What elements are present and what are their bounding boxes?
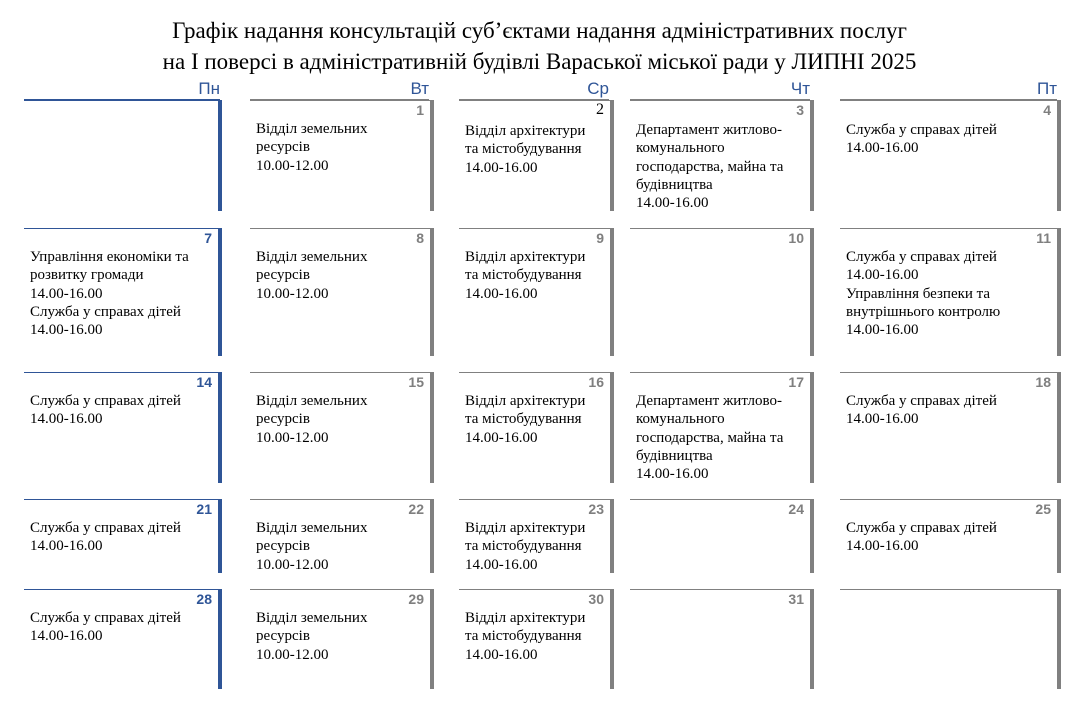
day-schedule: Відділ архітектури та містобудування 14.00-16.00 xyxy=(465,123,586,176)
day-number: 29 xyxy=(408,591,424,607)
page-title-line-2: на І поверсі в адміністративній будівлі Вараської міської ради у ЛИПНІ 2025 xyxy=(162,49,917,74)
day-number: 24 xyxy=(788,501,804,517)
day-schedule: Відділ архітектури та містобудування 14.00-16.00 xyxy=(465,393,586,446)
day-number: 17 xyxy=(788,374,804,390)
calendar-day-cell xyxy=(459,100,614,211)
calendar-day-cell xyxy=(459,589,614,689)
day-schedule: Відділ архітектури та містобудування 14.00-16.00 xyxy=(465,249,586,302)
day-number: 2 xyxy=(596,101,604,118)
calendar-day-cell xyxy=(24,228,222,356)
day-schedule: Служба у справах дітей 14.00-16.00 Управління безпеки та внутрішнього контролю 14.00-16.00 xyxy=(846,249,1001,339)
calendar-day-cell xyxy=(459,372,614,483)
day-schedule: Управління економіки та розвитку громади 14.00-16.00 Служба у справах дітей 14.00-16.00 xyxy=(30,249,189,339)
calendar-day-cell xyxy=(250,499,434,573)
calendar-day-cell xyxy=(630,499,814,573)
day-schedule: Відділ архітектури та містобудування 14.00-16.00 xyxy=(465,520,586,573)
day-schedule: Департамент житлово- комунального господарства, майна та будівництва 14.00-16.00 xyxy=(636,122,784,212)
calendar-day-cell xyxy=(840,499,1061,573)
day-schedule: Відділ архітектури та містобудування 14.00-16.00 xyxy=(465,610,586,663)
calendar-day-cell xyxy=(24,372,222,483)
day-number: 7 xyxy=(204,230,212,246)
day-number: 9 xyxy=(596,230,604,246)
day-number: 11 xyxy=(1036,230,1051,246)
day-schedule: Служба у справах дітей 14.00-16.00 xyxy=(846,122,997,157)
calendar-day-cell xyxy=(840,100,1061,211)
day-number: 16 xyxy=(588,374,604,390)
day-schedule: Відділ земельних ресурсів 10.00-12.00 xyxy=(256,121,368,174)
calendar-day-cell xyxy=(24,589,222,689)
day-number: 10 xyxy=(788,230,804,246)
day-schedule: Департамент житлово- комунального господарства, майна та будівництва 14.00-16.00 xyxy=(636,393,784,483)
weekday-header-tue: Вт xyxy=(250,79,429,100)
calendar-day-cell xyxy=(840,228,1061,356)
day-number: 23 xyxy=(588,501,604,517)
day-number: 8 xyxy=(416,230,424,246)
weekday-header-wed: Ср xyxy=(459,79,609,100)
day-number: 4 xyxy=(1043,102,1051,118)
day-schedule: Відділ земельних ресурсів 10.00-12.00 xyxy=(256,610,368,663)
calendar-day-cell xyxy=(630,100,814,211)
calendar-day-cell xyxy=(24,100,222,211)
day-schedule: Служба у справах дітей 14.00-16.00 xyxy=(30,520,181,555)
day-number: 18 xyxy=(1035,374,1051,390)
day-schedule: Служба у справах дітей 14.00-16.00 xyxy=(30,610,181,645)
page-title-line-1: Графік надання консультацій суб’єктами надання адміністративних послуг xyxy=(172,18,907,43)
calendar-day-cell xyxy=(250,228,434,356)
weekday-header-fri: Пт xyxy=(840,79,1057,100)
day-number: 30 xyxy=(588,591,604,607)
calendar-day-cell xyxy=(459,228,614,356)
calendar-day-cell xyxy=(250,589,434,689)
day-number: 14 xyxy=(196,374,212,390)
day-number: 3 xyxy=(796,102,804,118)
calendar-day-cell xyxy=(630,228,814,356)
day-number: 22 xyxy=(408,501,424,517)
calendar-day-cell xyxy=(250,100,434,211)
day-schedule: Служба у справах дітей 14.00-16.00 xyxy=(30,393,181,428)
day-schedule: Відділ земельних ресурсів 10.00-12.00 xyxy=(256,520,368,573)
day-number: 15 xyxy=(408,374,424,390)
calendar-day-cell xyxy=(840,372,1061,483)
day-schedule: Відділ земельних ресурсів 10.00-12.00 xyxy=(256,249,368,302)
weekday-header-mon: Пн xyxy=(24,79,220,100)
day-number: 25 xyxy=(1035,501,1051,517)
calendar-day-cell xyxy=(630,372,814,483)
calendar-day-cell xyxy=(459,499,614,573)
calendar-day-cell xyxy=(250,372,434,483)
day-schedule: Відділ земельних ресурсів 10.00-12.00 xyxy=(256,393,368,446)
weekday-header-thu: Чт xyxy=(630,79,810,100)
calendar-day-cell xyxy=(24,499,222,573)
day-schedule: Служба у справах дітей 14.00-16.00 xyxy=(846,520,997,555)
day-number: 31 xyxy=(788,591,804,607)
day-number: 28 xyxy=(196,591,212,607)
day-number: 21 xyxy=(196,501,212,517)
day-schedule: Служба у справах дітей 14.00-16.00 xyxy=(846,393,997,428)
day-number: 1 xyxy=(416,102,424,118)
calendar-day-cell xyxy=(840,589,1061,689)
calendar-day-cell xyxy=(630,589,814,689)
